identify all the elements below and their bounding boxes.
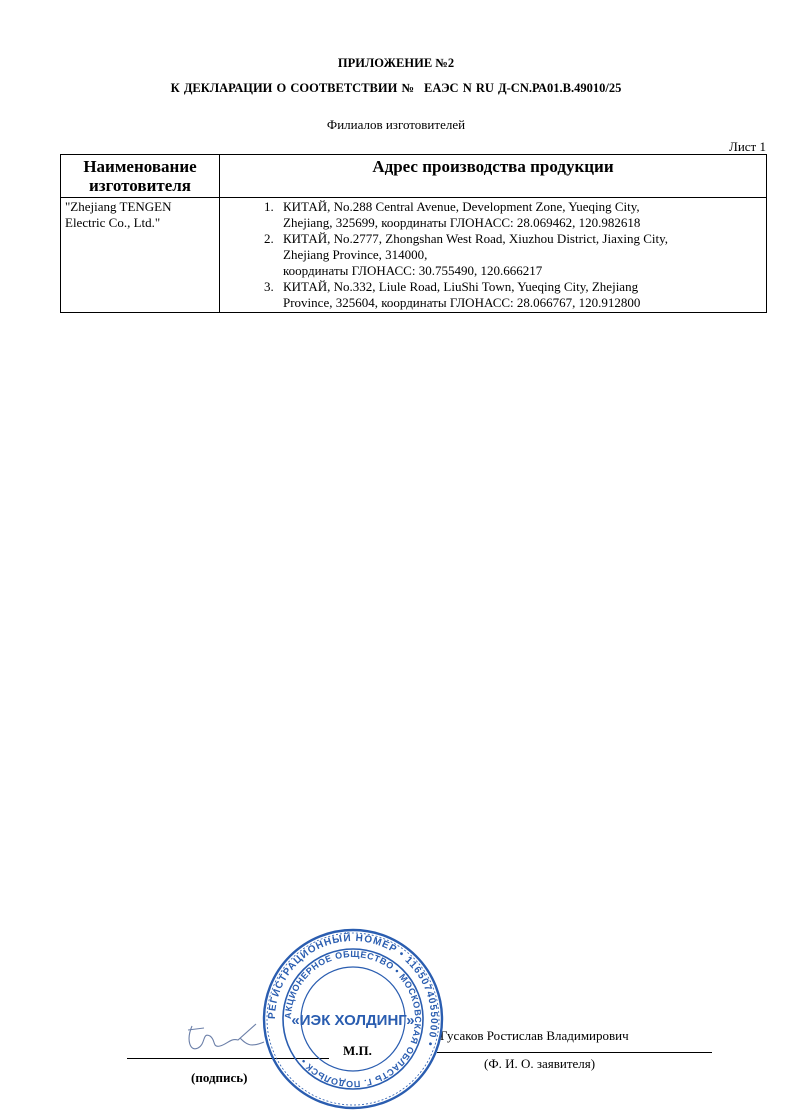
table-header-row — [61, 155, 767, 198]
declaration-prefix: К ДЕКЛАРАЦИИ О СООТВЕТСТВИИ № — [170, 81, 415, 95]
seal-center-text: «ИЭК ХОЛДИНГ» — [291, 1012, 415, 1029]
name-line — [437, 1052, 712, 1053]
table-row — [61, 198, 767, 313]
list-item — [277, 199, 761, 231]
manufacturer-cell: "Zhejiang TENGEN Electric Co., Ltd." — [61, 198, 220, 313]
address-line: Zhejiang Province, 314000, — [283, 247, 428, 262]
address-line: координаты ГЛОНАСС: 30.755490, 120.666217 — [283, 263, 543, 278]
appendix-title: ПРИЛОЖЕНИЕ №2 — [337, 56, 455, 70]
address-line: Province, 325604, координаты ГЛОНАСС: 28.066767, 120.912800 — [283, 295, 641, 310]
signature-label: (подпись) — [191, 1070, 248, 1085]
address-list — [221, 199, 765, 311]
declaration-number: ЕАЭС N RU Д-CN.РА01.В.49010/25 — [424, 81, 622, 95]
applicant-name: Гусаков Ростислав Владимирович — [440, 1028, 629, 1043]
fio-label: (Ф. И. О. заявителя) — [484, 1056, 596, 1071]
address-cell — [220, 198, 767, 313]
column-header-address: Адрес производства продукции — [220, 155, 767, 198]
sheet-number: Лист 1 — [729, 139, 766, 154]
address-line: 2. КИТАЙ, No.2777, Zhongshan West Road, Xiuzhou District, Jiaxing City, — [283, 231, 669, 246]
seal-outer-ring-text: РЕГИСТРАЦИОННЫЙ НОМЕР • 1165074055000 • — [266, 932, 440, 1048]
address-line: 3. КИТАЙ, No.332, Liule Road, LiuShi Town, Yueqing City, Zhejiang — [283, 279, 639, 294]
handwritten-signature — [180, 1018, 270, 1058]
column-header-manufacturer: Наименование изготовителя — [61, 155, 220, 198]
document-subtitle: Филиалов изготовителей — [326, 117, 466, 132]
company-seal — [262, 928, 444, 1110]
list-item — [277, 279, 761, 311]
declaration-title — [0, 81, 792, 96]
address-line: Zhejiang, 325699, координаты ГЛОНАСС: 28.069462, 120.982618 — [283, 215, 641, 230]
seal-ring-text: АКЦИОНЕРНОЕ ОБЩЕСТВО • МОСКОВСКАЯ ОБЛАСТЬ Г. ПОДОЛЬСК • — [282, 948, 424, 1090]
address-line: 1. КИТАЙ, No.288 Central Avenue, Development Zone, Yueqing City, — [283, 199, 640, 214]
stamp-place-label: М.П. — [343, 1043, 372, 1058]
branches-table — [60, 154, 767, 313]
list-item — [277, 231, 761, 279]
